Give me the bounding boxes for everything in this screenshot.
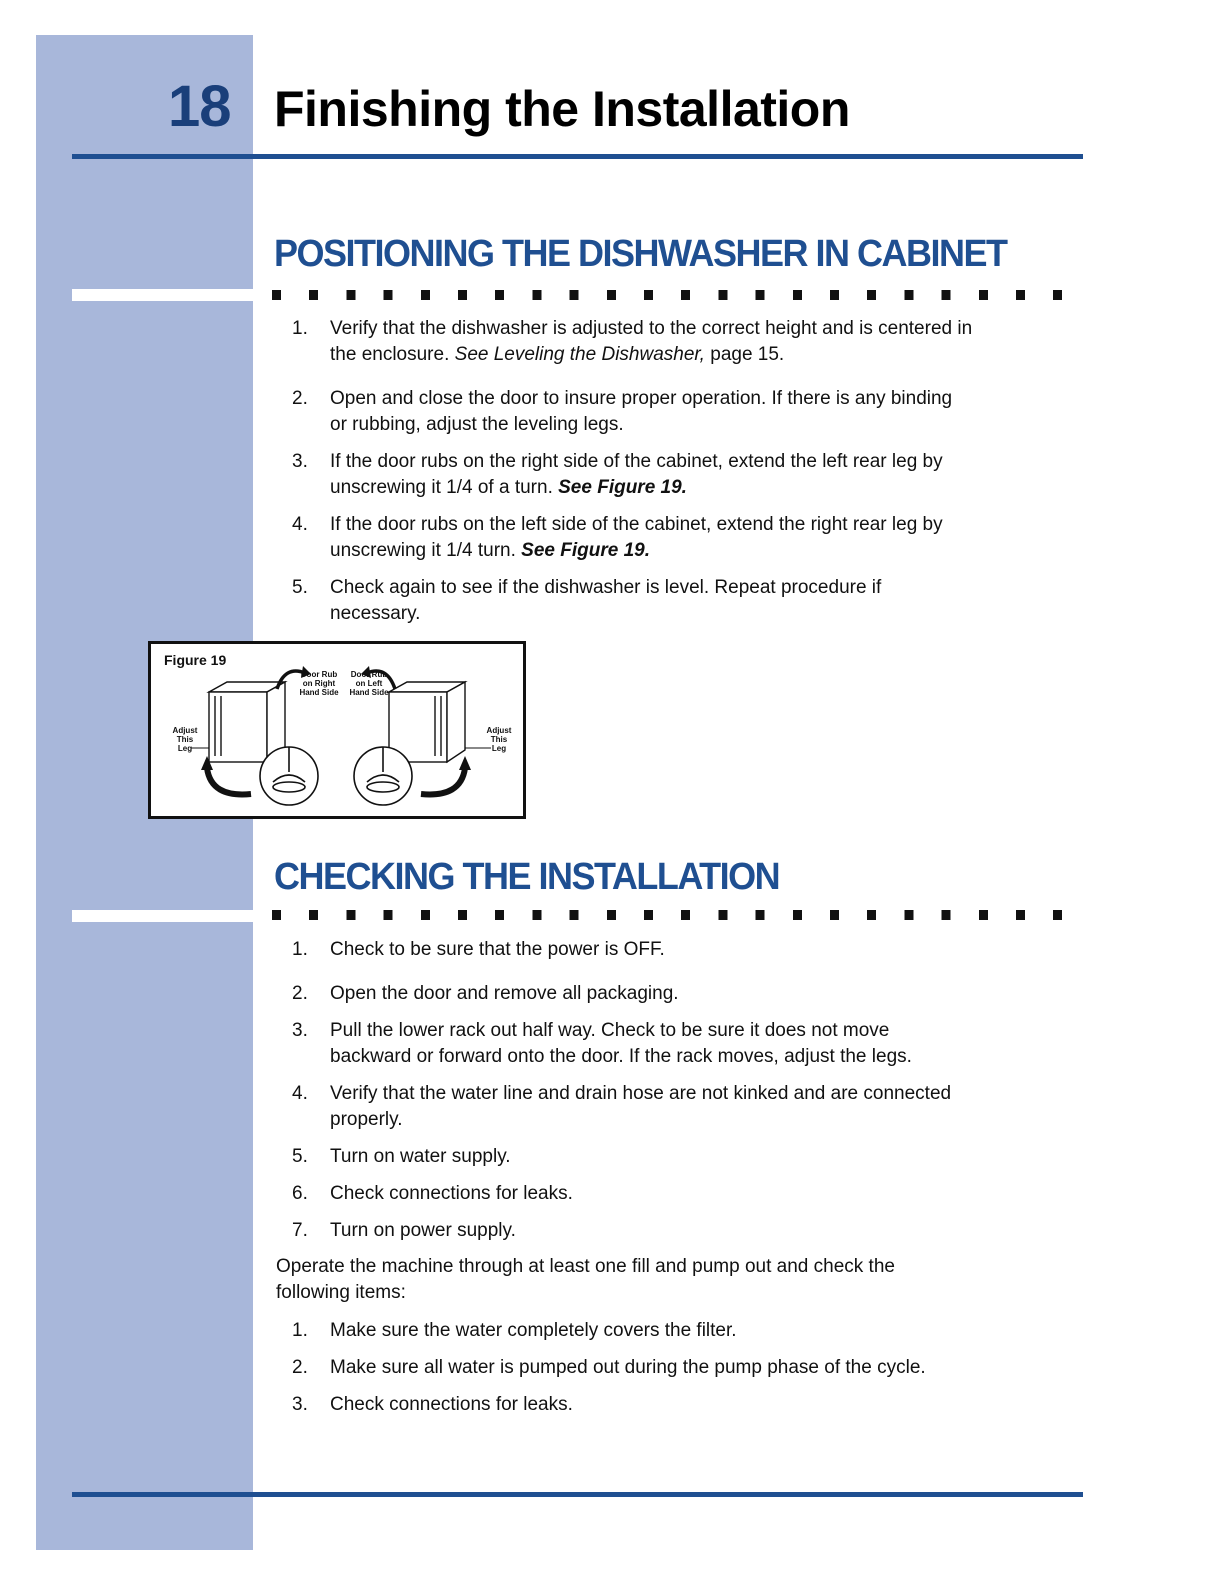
left-callout-line1: Door Rub xyxy=(300,670,338,679)
list-item: 4. If the door rubs on the left side of the cabinet, extend the right rear leg by unscrewing it 1/4 turn. See Figure 19. xyxy=(292,514,943,561)
section-heading-checking: CHECKING THE INSTALLATION xyxy=(274,853,780,898)
adjust-leg-left-line3: Leg xyxy=(177,744,193,753)
adjust-leg-left-line2: This xyxy=(176,735,194,744)
section-heading-positioning: POSITIONING THE DISHWASHER IN CABINET xyxy=(274,230,1007,275)
page-number: 18 xyxy=(168,74,231,139)
right-callout-line1: Door Rub xyxy=(350,670,388,679)
cross-reference: See Figure 19. xyxy=(558,477,687,498)
list-item: 3. If the door rubs on the right side of the cabinet, extend the left rear leg by unscrewing it 1/4 of a turn. See Figure 19. xyxy=(292,451,943,498)
dishwasher-leveling-illustration xyxy=(151,644,523,816)
cross-reference: See Figure 19. xyxy=(521,540,650,561)
footer-rule xyxy=(72,1492,1083,1497)
list-item: 1. Verify that the dishwasher is adjusted to the correct height and is centered in the enclosure. See Leveling the Dishwasher, page 15. xyxy=(292,318,973,365)
magnifier-left xyxy=(260,747,318,805)
figure-19 xyxy=(148,641,526,819)
left-callout-line3: Hand Side xyxy=(299,688,339,697)
list-item: 3. Pull the lower rack out half way. Check to be sure it does not move backward or forward onto the door. If the rack moves, adjust the legs. xyxy=(292,1020,912,1067)
header-rule xyxy=(72,154,1083,159)
list-item: 5. Check again to see if the dishwasher is level. Repeat procedure if necessary. xyxy=(292,577,882,624)
right-callout-line3: Hand Side xyxy=(349,688,389,697)
list-item: 5. Turn on water supply. xyxy=(292,1146,511,1167)
dotted-divider xyxy=(272,290,1084,300)
list-item: 7. Turn on power supply. xyxy=(292,1220,516,1241)
list-item: 2. Open the door and remove all packaging. xyxy=(292,983,679,1004)
page-title: Finishing the Installation xyxy=(274,81,850,137)
adjust-leg-right-line1: Adjust xyxy=(486,726,512,735)
left-callout-line2: on Right xyxy=(302,679,336,688)
cross-reference: See Leveling the Dishwasher, xyxy=(454,344,705,365)
right-callout-line2: on Left xyxy=(355,679,383,688)
checking-steps xyxy=(286,937,1086,1244)
list-item: 2. Open and close the door to insure proper operation. If there is any binding or rubbing, adjust the leveling legs. xyxy=(292,388,953,435)
adjust-leg-right-line3: Leg xyxy=(491,744,507,753)
dotted-divider xyxy=(272,910,1084,920)
figure-label: Figure 19 xyxy=(164,652,227,668)
check-items xyxy=(286,1318,1086,1418)
magnifier-right xyxy=(354,747,412,805)
section-marker-band xyxy=(72,910,253,922)
positioning-steps xyxy=(286,316,1086,627)
list-item: 1. Check to be sure that the power is OFF. xyxy=(292,939,665,960)
list-item: 6. Check connections for leaks. xyxy=(292,1183,573,1204)
list-item: 3. Check connections for leaks. xyxy=(292,1394,573,1415)
list-item: 1. Make sure the water completely covers the filter. xyxy=(292,1320,737,1341)
right-dishwasher xyxy=(389,682,465,762)
section-marker-band xyxy=(72,289,253,301)
adjust-leg-right-line2: This xyxy=(490,735,508,744)
list-item: 2. Make sure all water is pumped out during the pump phase of the cycle. xyxy=(292,1357,926,1378)
operate-paragraph: Operate the machine through at least one fill and pump out and check the following items: xyxy=(276,1256,895,1303)
adjust-leg-left-line1: Adjust xyxy=(172,726,198,735)
list-item: 4. Verify that the water line and drain hose are not kinked and are connected properly. xyxy=(292,1083,952,1130)
left-dishwasher xyxy=(209,682,285,762)
